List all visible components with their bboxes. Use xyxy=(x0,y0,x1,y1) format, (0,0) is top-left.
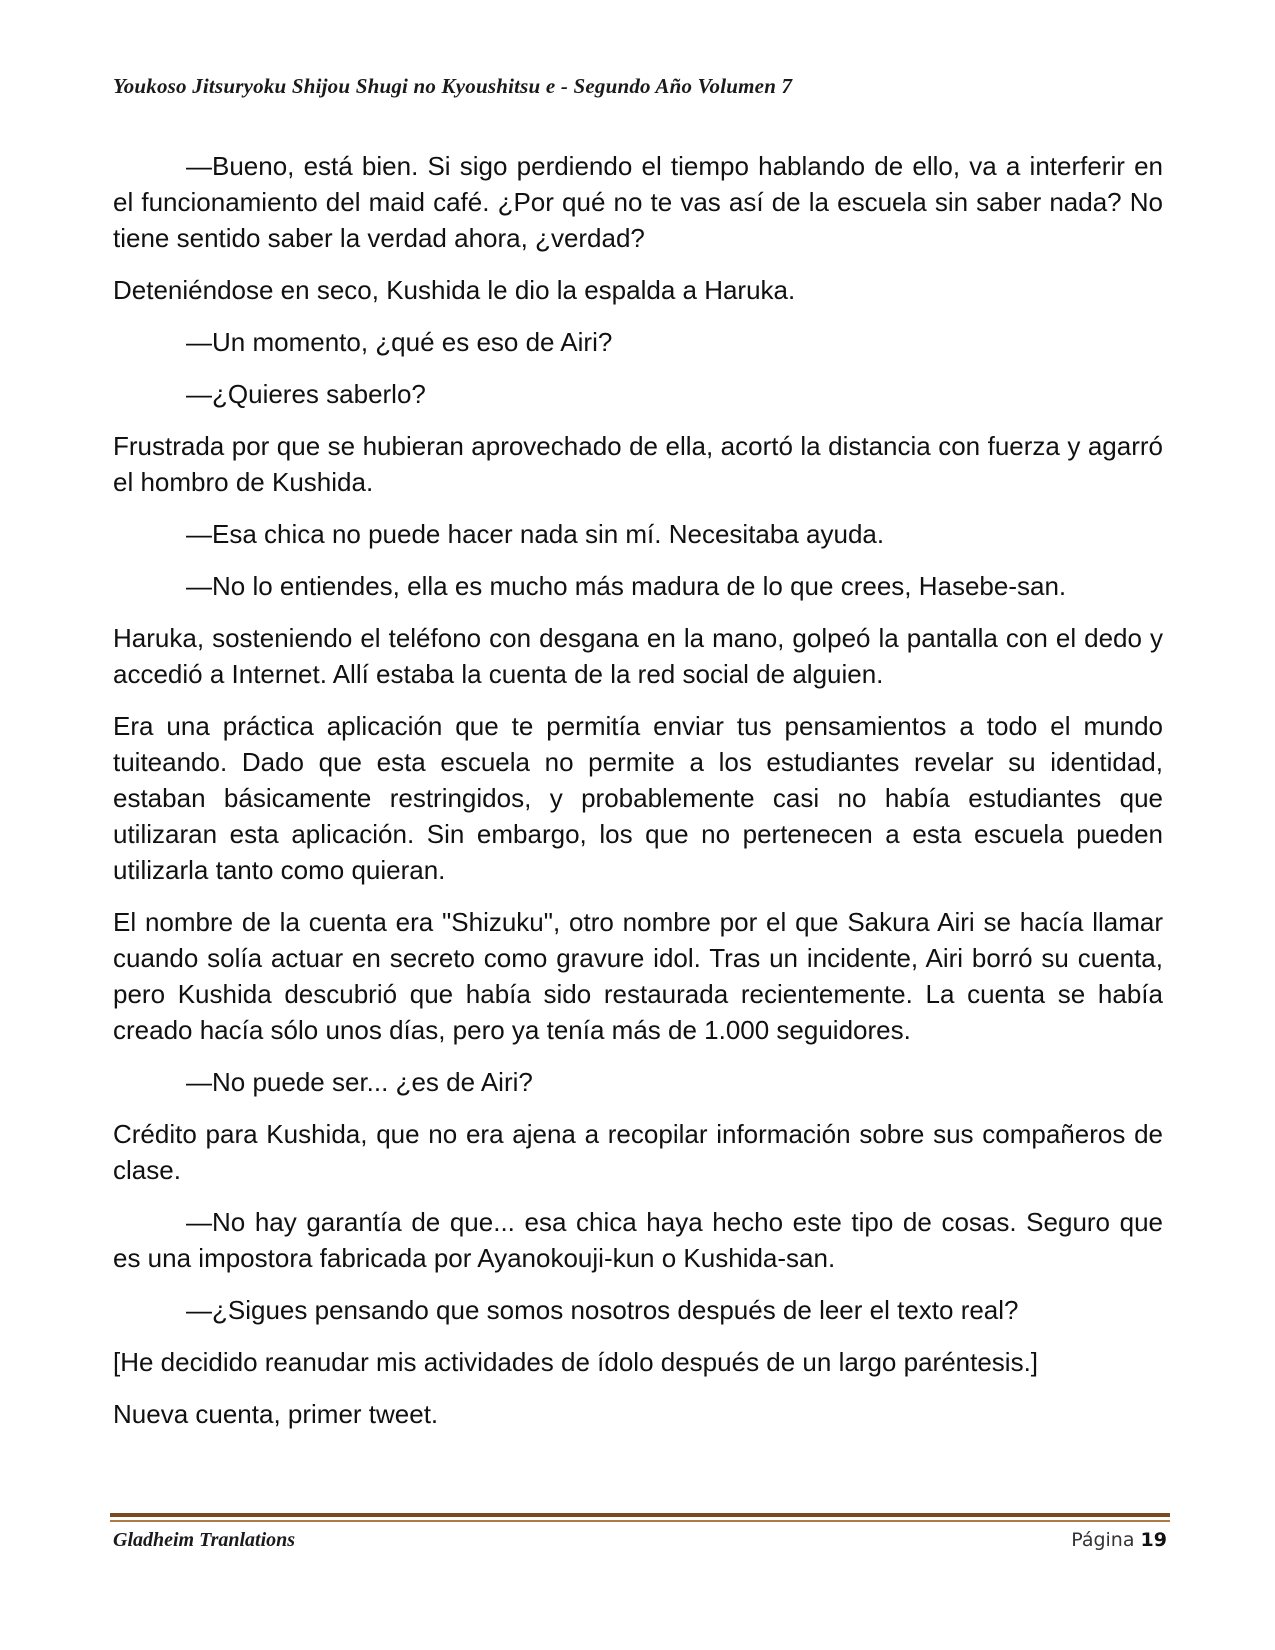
paragraph-dialog: —No hay garantía de que... esa chica haya hecho este tipo de cosas. Seguro que es una impostora fabricada por Ayanokouji-kun o Kushida-san. xyxy=(113,1207,1163,1273)
paragraph-dialog: —Un momento, ¿qué es eso de Airi? xyxy=(186,327,613,357)
page-body xyxy=(113,148,1163,1448)
footer-page-number: 19 xyxy=(1140,1529,1167,1551)
paragraph-dialog: —¿Sigues pensando que somos nosotros después de leer el texto real? xyxy=(186,1295,1019,1325)
footer-credit: Gladheim Tranlations xyxy=(113,1529,296,1551)
paragraph-narration: Crédito para Kushida, que no era ajena a recopilar información sobre sus compañeros de clase. xyxy=(113,1119,1163,1185)
paragraph-narration: Haruka, sosteniendo el teléfono con desgana en la mano, golpeó la pantalla con el dedo y accedió a Internet. Allí estaba la cuenta de la red social de alguien. xyxy=(113,623,1163,689)
paragraph-dialog: —¿Quieres saberlo? xyxy=(186,379,426,409)
footer-page-label: Página xyxy=(1071,1529,1135,1551)
paragraph-dialog: —No puede ser... ¿es de Airi? xyxy=(186,1067,533,1097)
paragraph-narration: Era una práctica aplicación que te permitía enviar tus pensamientos a todo el mundo tuiteando. Dado que esta escuela no permite a los estudiantes revelar su identidad, estaban básicamente restringidos, y probablemente casi no había estudiantes que utilizaran esta aplicación. Sin embargo, los que no pertenecen a esta escuela pueden utilizarla tanto como quieran. xyxy=(113,711,1163,885)
footer-page-indicator xyxy=(1071,1529,1167,1551)
paragraph-narration: Deteniéndose en seco, Kushida le dio la espalda a Haruka. xyxy=(113,275,796,305)
paragraph-narration: Frustrada por que se hubieran aprovechado de ella, acortó la distancia con fuerza y agarró el hombro de Kushida. xyxy=(113,431,1163,497)
page-header-title: Youkoso Jitsuryoku Shijou Shugi no Kyoushitsu e - Segundo Año Volumen 7 xyxy=(113,74,793,98)
paragraph-narration: [He decidido reanudar mis actividades de ídolo después de un largo paréntesis.] xyxy=(113,1347,1039,1377)
paragraph-dialog: —No lo entiendes, ella es mucho más madura de lo que crees, Hasebe-san. xyxy=(186,571,1067,601)
paragraph-dialog: —Esa chica no puede hacer nada sin mí. Necesitaba ayuda. xyxy=(186,519,885,549)
footer-divider-thick xyxy=(110,1513,1170,1517)
paragraph-narration: El nombre de la cuenta era "Shizuku", otro nombre por el que Sakura Airi se hacía llamar cuando solía actuar en secreto como gravure idol. Tras un incidente, Airi borró su cuenta, pero Kushida descubrió que había sido restaurada recientemente. La cuenta se había creado hacía sólo unos días, pero ya tenía más de 1.000 seguidores. xyxy=(113,907,1163,1045)
footer-divider-thin xyxy=(110,1520,1170,1522)
paragraph-narration: Nueva cuenta, primer tweet. xyxy=(113,1399,439,1429)
paragraph-dialog: —Bueno, está bien. Si sigo perdiendo el tiempo hablando de ello, va a interferir en el funcionamiento del maid café. ¿Por qué no te vas así de la escuela sin saber nada? No tiene sentido saber la verdad ahora, ¿verdad? xyxy=(113,151,1163,253)
